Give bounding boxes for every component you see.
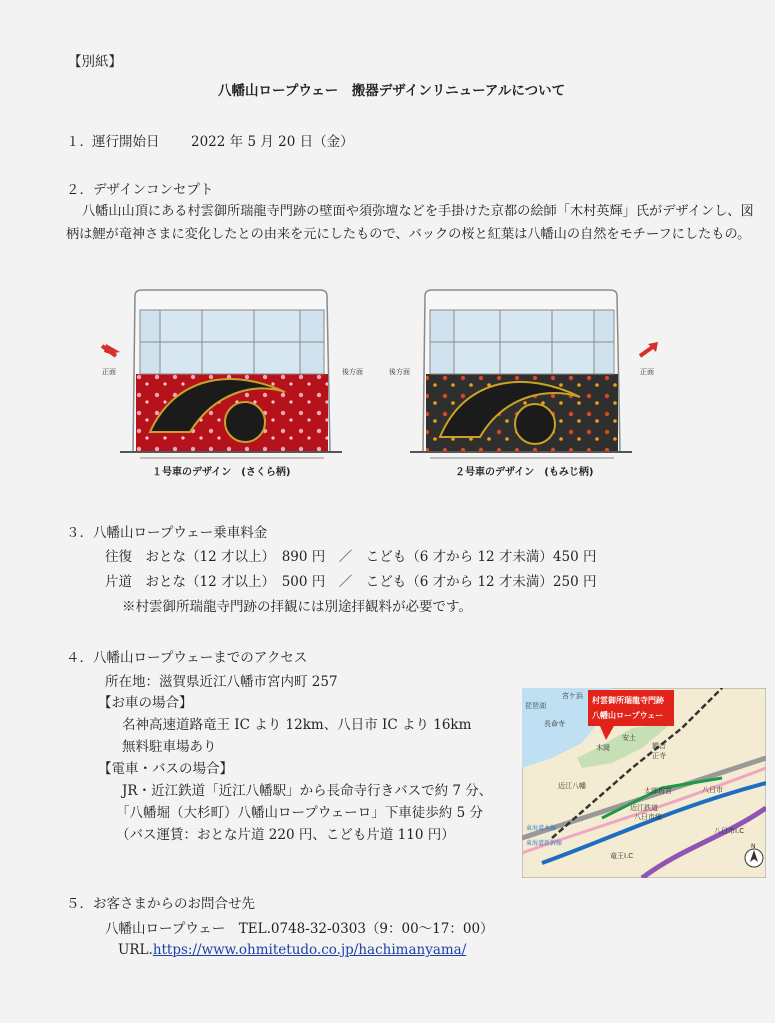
- car1-front-label: 正面: [102, 368, 116, 376]
- car-access-line2: 無料駐車場あり: [122, 739, 217, 755]
- car1-rear-label: 後方面: [342, 368, 363, 376]
- train-access-line3: （バス運賃：おとな片道 220 円、こども片道 110 円）: [116, 827, 455, 843]
- map-label-shoji: 正寺: [652, 752, 666, 760]
- fare-note: ※村雲御所瑞龍寺門跡の拝観には別途拝観料が必要です。: [122, 599, 472, 615]
- website-link[interactable]: https://www.ohmitetudo.co.jp/hachimanyama/: [152, 942, 467, 958]
- section1-label: 運行開始日: [92, 134, 160, 150]
- section4-heading: ４．八幡山ロープウェーまでのアクセス: [66, 650, 308, 666]
- train-access-heading: 【電車・バスの場合】: [98, 761, 233, 777]
- map-label-kannon: 観音: [652, 742, 666, 750]
- section3-heading: ３．八幡山ロープウェー乗車料金: [66, 525, 268, 541]
- contact-line: 八幡山ロープウェー TEL.0748-32-0303（9：00～17：00）: [105, 921, 494, 937]
- car2-front-label: 正面: [640, 368, 654, 376]
- map-label-yokaichi-ic: 八日市I.C: [714, 827, 745, 835]
- address: 所在地：滋賀県近江八幡市宮内町 257: [105, 674, 338, 690]
- bracket-label: 【別紙】: [68, 54, 122, 70]
- gondola-car-2: [410, 290, 658, 458]
- map-label-tokaido-line: 東海道本線: [526, 825, 557, 832]
- map-label-kioka: 木岡: [596, 744, 610, 752]
- section1-number: １．: [66, 134, 93, 150]
- car-access-line1: 名神高速道路竜王 IC より 12km、八日市 IC より 16km: [122, 717, 472, 733]
- map-label-omihachiman: 近江八幡: [558, 782, 586, 790]
- map-label-yokaichi-line: 八日市線: [634, 813, 662, 821]
- access-map: [522, 688, 766, 878]
- train-access-line1: JR・近江鉄道「近江八幡駅」から長命寺行きバスで約 7 分、: [122, 783, 493, 799]
- map-label-biwako: 琵琶湖: [525, 702, 546, 710]
- map-banner-line2: 八幡山ロープウェー: [592, 711, 664, 720]
- url-line: [118, 942, 466, 958]
- car1-caption: １号車のデザイン (さくら柄): [152, 467, 291, 478]
- fare-one-way: 片道 おとな（12 才以上） 500 円 ／ こども（6 才から 12 才未満）250 円: [105, 574, 597, 590]
- fare-round-trip: 往復 おとな（12 才以上） 890 円 ／ こども（6 才から 12 才未満）450 円: [105, 549, 597, 565]
- car-access-heading: 【お車の場合】: [98, 695, 193, 711]
- map-label-yokaichi: 八日市: [702, 786, 723, 794]
- map-label-ohmi-railway: 近江鉄道: [630, 804, 658, 812]
- map-label-tarobogu: 太郎坊宮: [644, 787, 672, 795]
- section2-heading: ２．デザインコンセプト: [66, 182, 214, 198]
- url-prefix: URL.: [118, 942, 153, 958]
- gondola-illustrations: [80, 282, 680, 482]
- map-label-ryuo-ic: 竜王I.C: [610, 852, 634, 860]
- map-label-azuchi: 安土: [622, 734, 636, 742]
- page-title: 八幡山ロープウェー 搬器デザインリニューアルについて: [218, 83, 566, 99]
- map-label-miyagahama: 宮ケ浜: [562, 692, 583, 700]
- map-label-north: N: [751, 843, 756, 850]
- design-concept-text: 八幡山山頂にある村雲御所瑞龍寺門跡の壁面や須弥壇などを手掛けた京都の絵師「木村英輝」氏がデザインし、図柄は鯉が竜神さまに変化したとの由来を元にしたもので、バックの桜と紅葉は八幡山の自然をモチーフにしたもの。: [66, 204, 754, 242]
- map-label-shinkansen: 東海道新幹線: [526, 840, 563, 847]
- section5-heading: ５．お客さまからのお問合せ先: [66, 896, 255, 912]
- car2-rear-label: 後方面: [389, 368, 410, 376]
- car2-caption: ２号車のデザイン (もみじ柄): [455, 467, 594, 478]
- section1-date: 2022 年 5 月 20 日（金）: [191, 134, 354, 150]
- gondola-car-1: [102, 290, 342, 458]
- map-label-chomeiji: 長命寺: [544, 720, 565, 728]
- train-access-line2: 「八幡堀（大杉町）八幡山ロープウェーロ」下車徒歩約 5 分: [116, 805, 483, 821]
- map-banner-line1: 村雲御所瑞龍寺門跡: [592, 696, 664, 705]
